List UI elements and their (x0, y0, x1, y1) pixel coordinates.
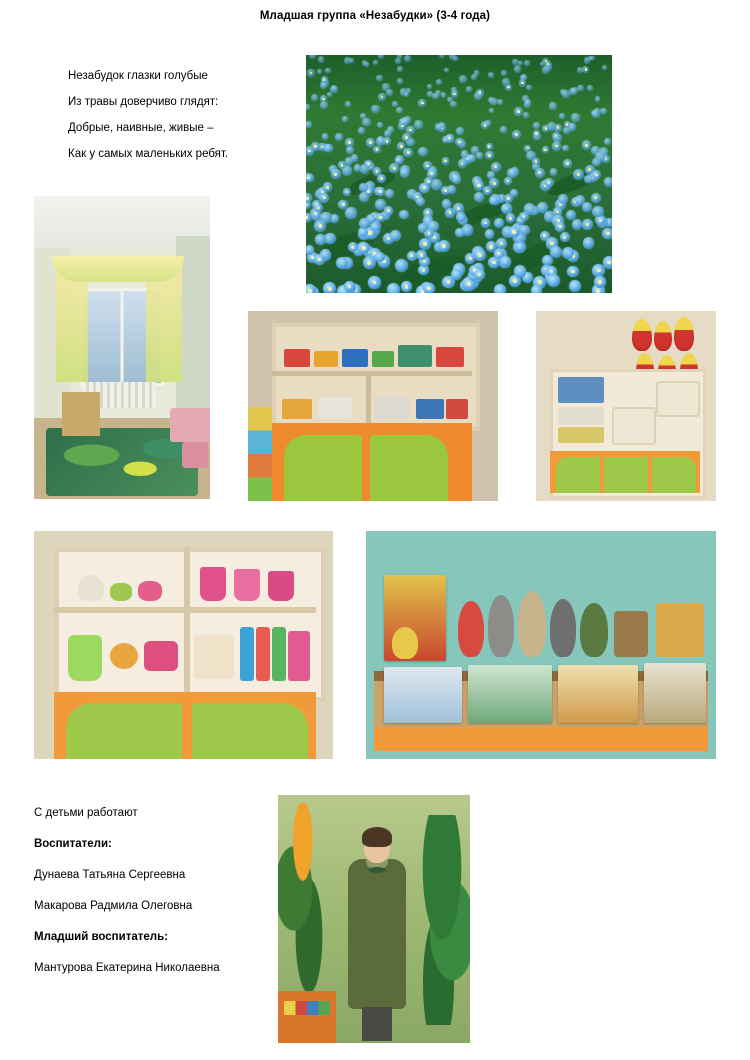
matryoshka-shelf-image (536, 311, 716, 501)
teacher-name-1: Дунаева Татьяна Сергеевна (34, 869, 186, 881)
toy-cars-shelf-image (248, 311, 498, 501)
play-kitchen-shelf-image (34, 531, 333, 759)
books-and-toys-table-image (366, 531, 716, 759)
matryoshka-shelf-photo (536, 311, 716, 501)
teacher-name-2: Макарова Радмила Олеговна (34, 900, 193, 912)
teacher-portrait-image (278, 795, 470, 1043)
poem-line-3: Добрые, наивные, живые – (68, 122, 214, 134)
teacher-portrait-photo (278, 795, 470, 1043)
books-and-toys-table-photo (366, 531, 716, 759)
play-kitchen-shelf-photo (34, 531, 333, 759)
assistant-name-1: Мантурова Екатерина Николаевна (34, 962, 220, 974)
staff-intro: С детьми работают (34, 807, 138, 819)
poem-line-4: Как у самых маленьких ребят. (68, 148, 229, 160)
poem-line-1: Незабудок глазки голубые (68, 70, 208, 82)
group-room-window-image (34, 196, 210, 499)
assistant-heading: Младший воспитатель: (34, 931, 168, 943)
poem-block (68, 63, 298, 167)
toy-cars-shelf-photo (248, 311, 498, 501)
page-title: Младшая группа «Незабудки» (3-4 года) (259, 10, 491, 22)
forget-me-not-flowers-photo (306, 55, 612, 293)
forget-me-not-flowers-image (306, 55, 612, 293)
staff-block (34, 798, 264, 984)
group-room-window-photo (34, 196, 210, 499)
teachers-heading: Воспитатели: (34, 838, 112, 850)
poem-line-2: Из травы доверчиво глядят: (68, 96, 219, 108)
